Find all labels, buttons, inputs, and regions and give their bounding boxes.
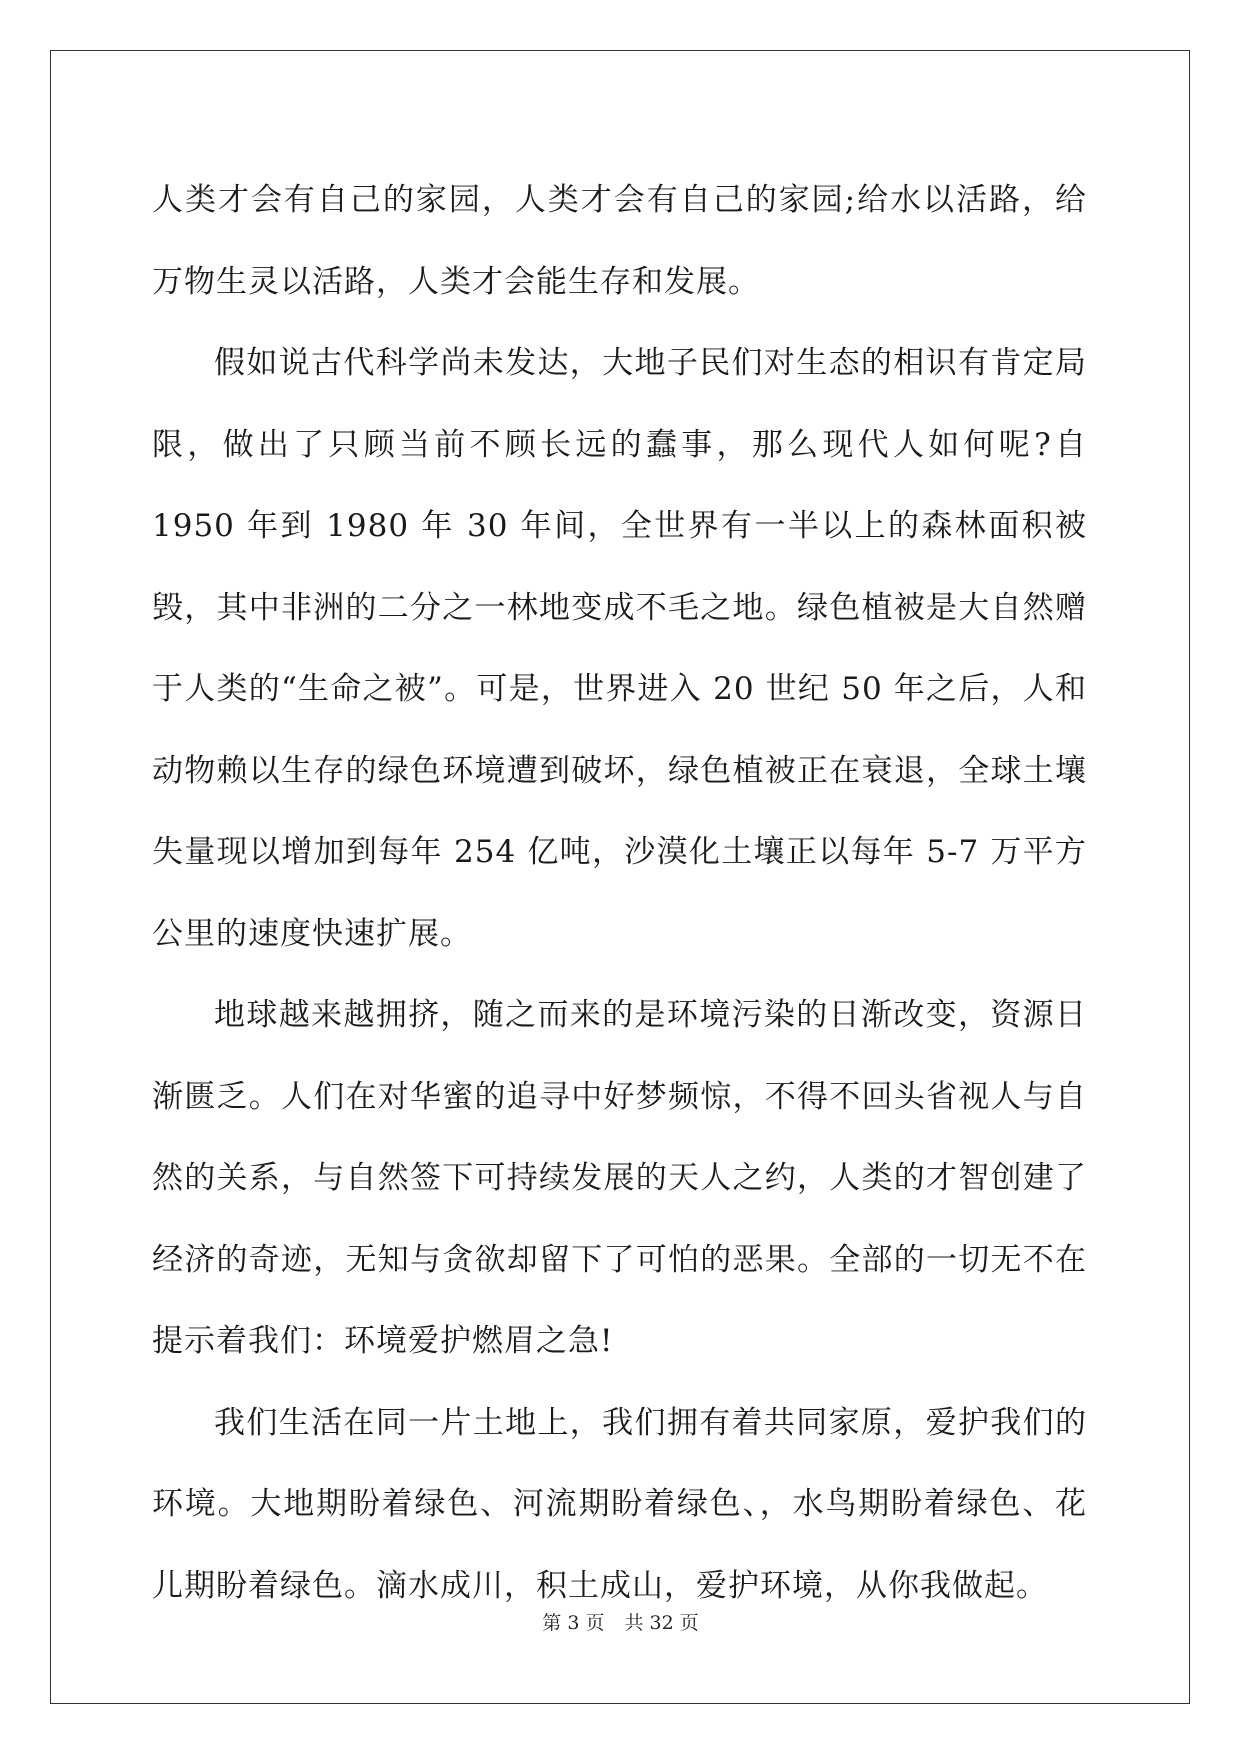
- document-body: [152, 160, 1087, 1627]
- page-total: 共 32 页: [624, 1612, 699, 1634]
- paragraph-2: 假如说古代科学尚未发达，大地子民们对生态的相识有肯定局限，做出了只顾当前不顾长远的蠢事，那么现代人如何呢?自 1950 年到 1980 年 30 年间，全世界有一半以上的森林面积被毁，其中非洲的二分之一林地变成不毛之地。绿色植被是大自然赠于人类的“生命之被”。可是，世界进入 20 世纪 50 年之后，人和动物赖以生存的绿色环境遭到破坏，绿色植被正在衰退，全球土壤失量现以增加到每年 254 亿吨，沙漠化土壤正以每年 5-7 万平方公里的速度快速扩展。: [152, 345, 1087, 952]
- paragraph-4: 我们生活在同一片土地上，我们拥有着共同家原，爱护我们的环境。大地期盼着绿色、河流期盼着绿色、，水鸟期盼着绿色、花儿期盼着绿色。滴水成川，积土成山，爱护环境，从你我做起。: [152, 1404, 1087, 1604]
- paragraph-1: 人类才会有自己的家园，人类才会有自己的家园;给水以活路，给万物生灵以活路，人类才会能生存和发展。: [152, 182, 1087, 300]
- page-footer: [0, 1608, 1241, 1635]
- page-number: 第 3 页: [542, 1612, 605, 1634]
- paragraph-3: 地球越来越拥挤，随之而来的是环境污染的日渐改变，资源日渐匮乏。人们在对华蜜的追寻中好梦频惊，不得不回头省视人与自然的关系，与自然签下可持续发展的天人之约，人类的才智创建了经济的奇迹，无知与贪欲却留下了可怕的恶果。全部的一切无不在提示着我们：环境爱护燃眉之急!: [152, 997, 1087, 1359]
